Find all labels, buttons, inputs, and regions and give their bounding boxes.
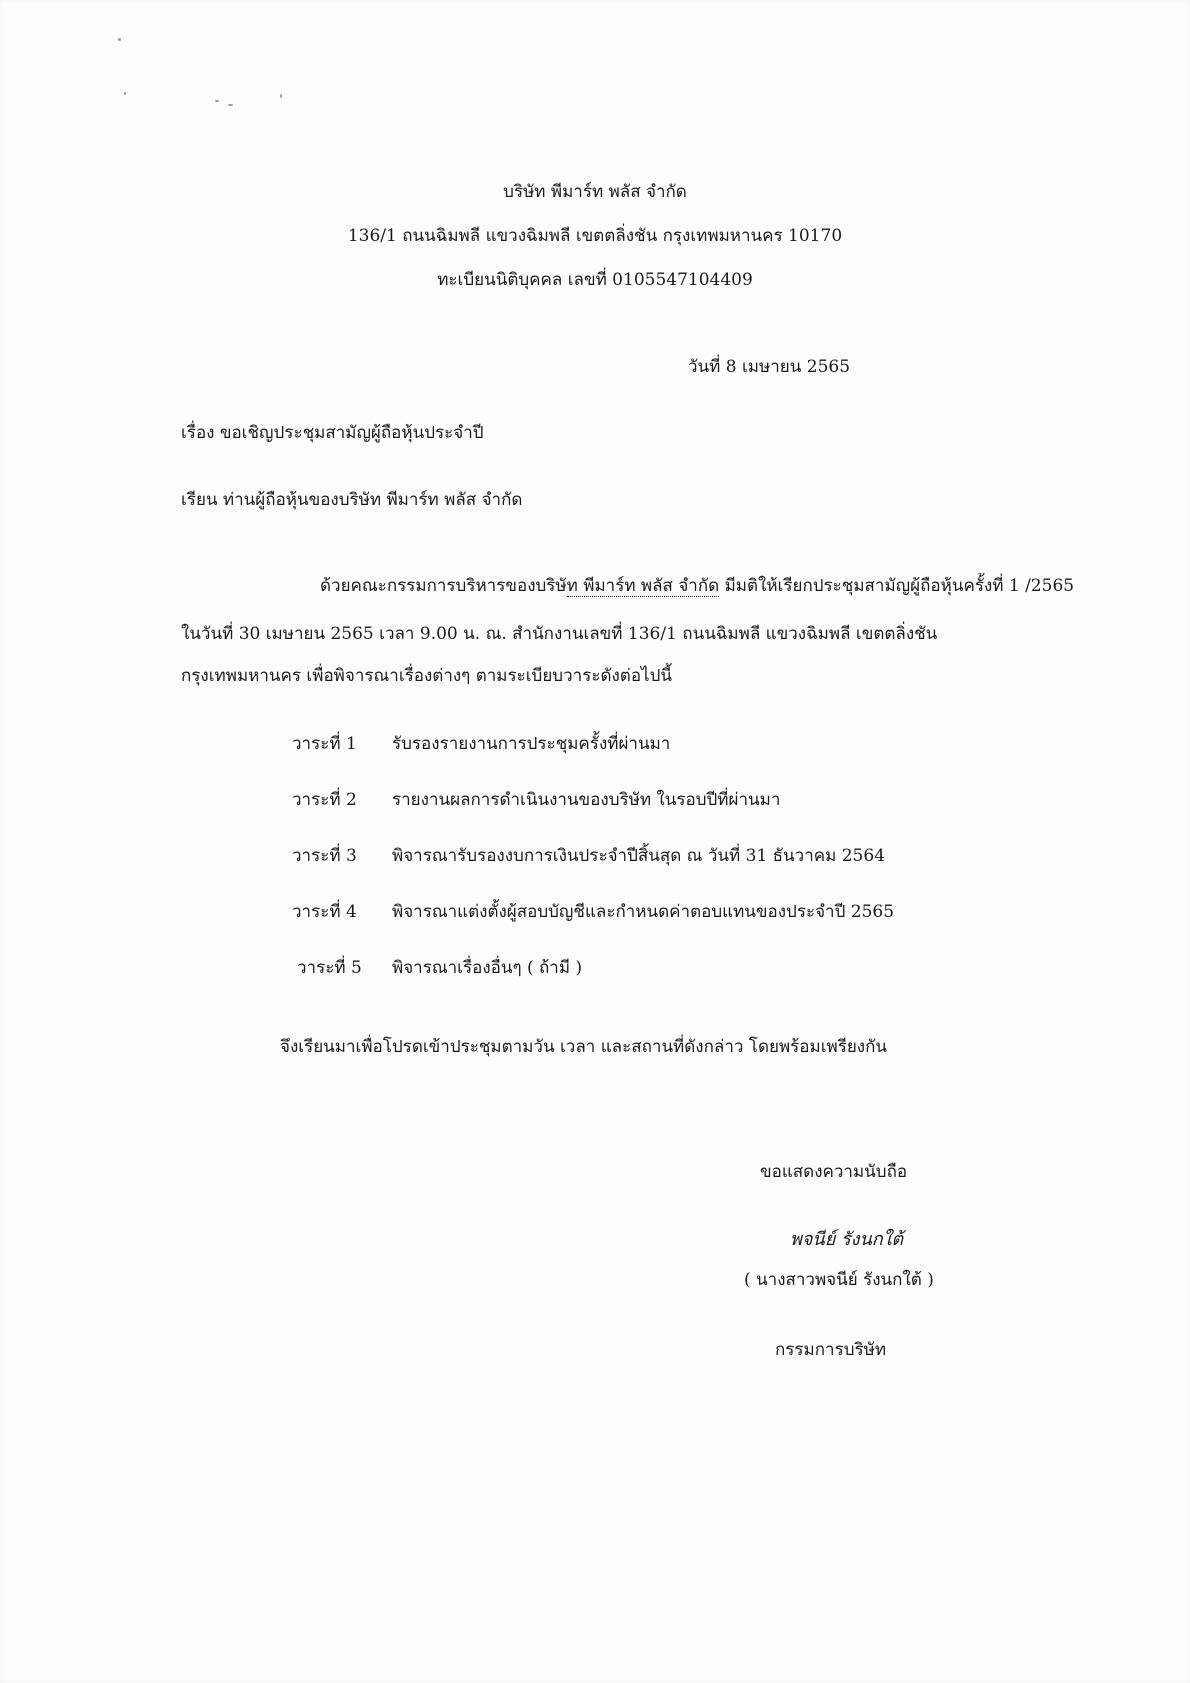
agenda-text: พิจารณาแต่งตั้งผู้สอบบัญชีและกำหนดค่าตอบแทนของประจำปี 2565	[392, 902, 895, 922]
closing-regards: ขอแสดงความนับถือ	[760, 1162, 908, 1182]
agenda-text: รับรองรายงานการประชุมครั้งที่ผ่านมา	[392, 734, 671, 754]
body-company-name: ท พีมาร์ท พลัส จำกัด	[566, 576, 720, 596]
agenda-text: พิจารณารับรองงบการเงินประจำปีสิ้นสุด ณ วันที่ 31 ธันวาคม 2564	[392, 846, 886, 866]
agenda-label: วาระที่ 2	[292, 790, 357, 810]
agenda-item	[292, 732, 670, 756]
agenda-text: รายงานผลการดำเนินงานของบริษัท ในรอบปีที่ผ่านมา	[392, 790, 781, 810]
agenda-label: วาระที่ 4	[292, 902, 357, 922]
company-name: บริษัท พีมาร์ท พลัส จำกัด	[503, 182, 687, 202]
agenda-item	[292, 788, 780, 812]
agenda-item	[297, 956, 582, 980]
signatory-position: กรรมการบริษัท	[775, 1340, 887, 1360]
scan-speck	[118, 38, 121, 41]
agenda-label: วาระที่ 5	[297, 958, 362, 978]
signatory-full-name: ( นางสาวพจนีย์ รังนกใต้ )	[744, 1270, 934, 1290]
letter-recipient: เรียน ท่านผู้ถือหุ้นของบริษัท พีมาร์ท พลัส จำกัด	[181, 490, 523, 510]
body-line-1	[320, 574, 1074, 598]
agenda-item	[292, 844, 885, 868]
body-line-1-suffix: มีมติให้เรียกประชุมสามัญผู้ถือหุ้นครั้งที่ 1 /2565	[719, 576, 1075, 596]
agenda-text: พิจารณาเรื่องอื่นๆ ( ถ้ามี )	[392, 958, 583, 978]
signature: พจนีย์ รังนกใต้	[790, 1229, 904, 1250]
scan-speck	[215, 100, 219, 102]
scan-speck	[124, 92, 126, 95]
body-line-3: กรุงเทพมหานคร เพื่อพิจารณาเรื่องต่างๆ ตามระเบียบวาระดังต่อไปนี้	[181, 666, 673, 686]
agenda-label: วาระที่ 1	[292, 734, 357, 754]
closing-request: จึงเรียนมาเพื่อโปรดเข้าประชุมตามวัน เวลา และสถานที่ดังกล่าว โดยพร้อมเพรียงกัน	[280, 1037, 888, 1057]
agenda-item	[292, 900, 894, 924]
company-registration: ทะเบียนนิติบุคคล เลขที่ 0105547104409	[437, 270, 753, 290]
company-address: 136/1 ถนนฉิมพลี แขวงฉิมพลี เขตตลิ่งชัน กรุงเทพมหานคร 10170	[347, 226, 843, 246]
body-line-2: ในวันที่ 30 เมษายน 2565 เวลา 9.00 น. ณ. สำนักงานเลขที่ 136/1 ถนนฉิมพลี แขวงฉิมพลี เขตตลิ่งชัน	[181, 624, 938, 644]
agenda-label: วาระที่ 3	[292, 846, 357, 866]
letter-subject: เรื่อง ขอเชิญประชุมสามัญผู้ถือหุ้นประจำปี	[181, 423, 484, 443]
letter-date: วันที่ 8 เมษายน 2565	[688, 357, 851, 377]
scan-speck	[280, 94, 282, 98]
body-line-1-prefix: ด้วยคณะกรรมการบริหารของบริษั	[320, 576, 567, 596]
scan-speck	[228, 104, 233, 106]
